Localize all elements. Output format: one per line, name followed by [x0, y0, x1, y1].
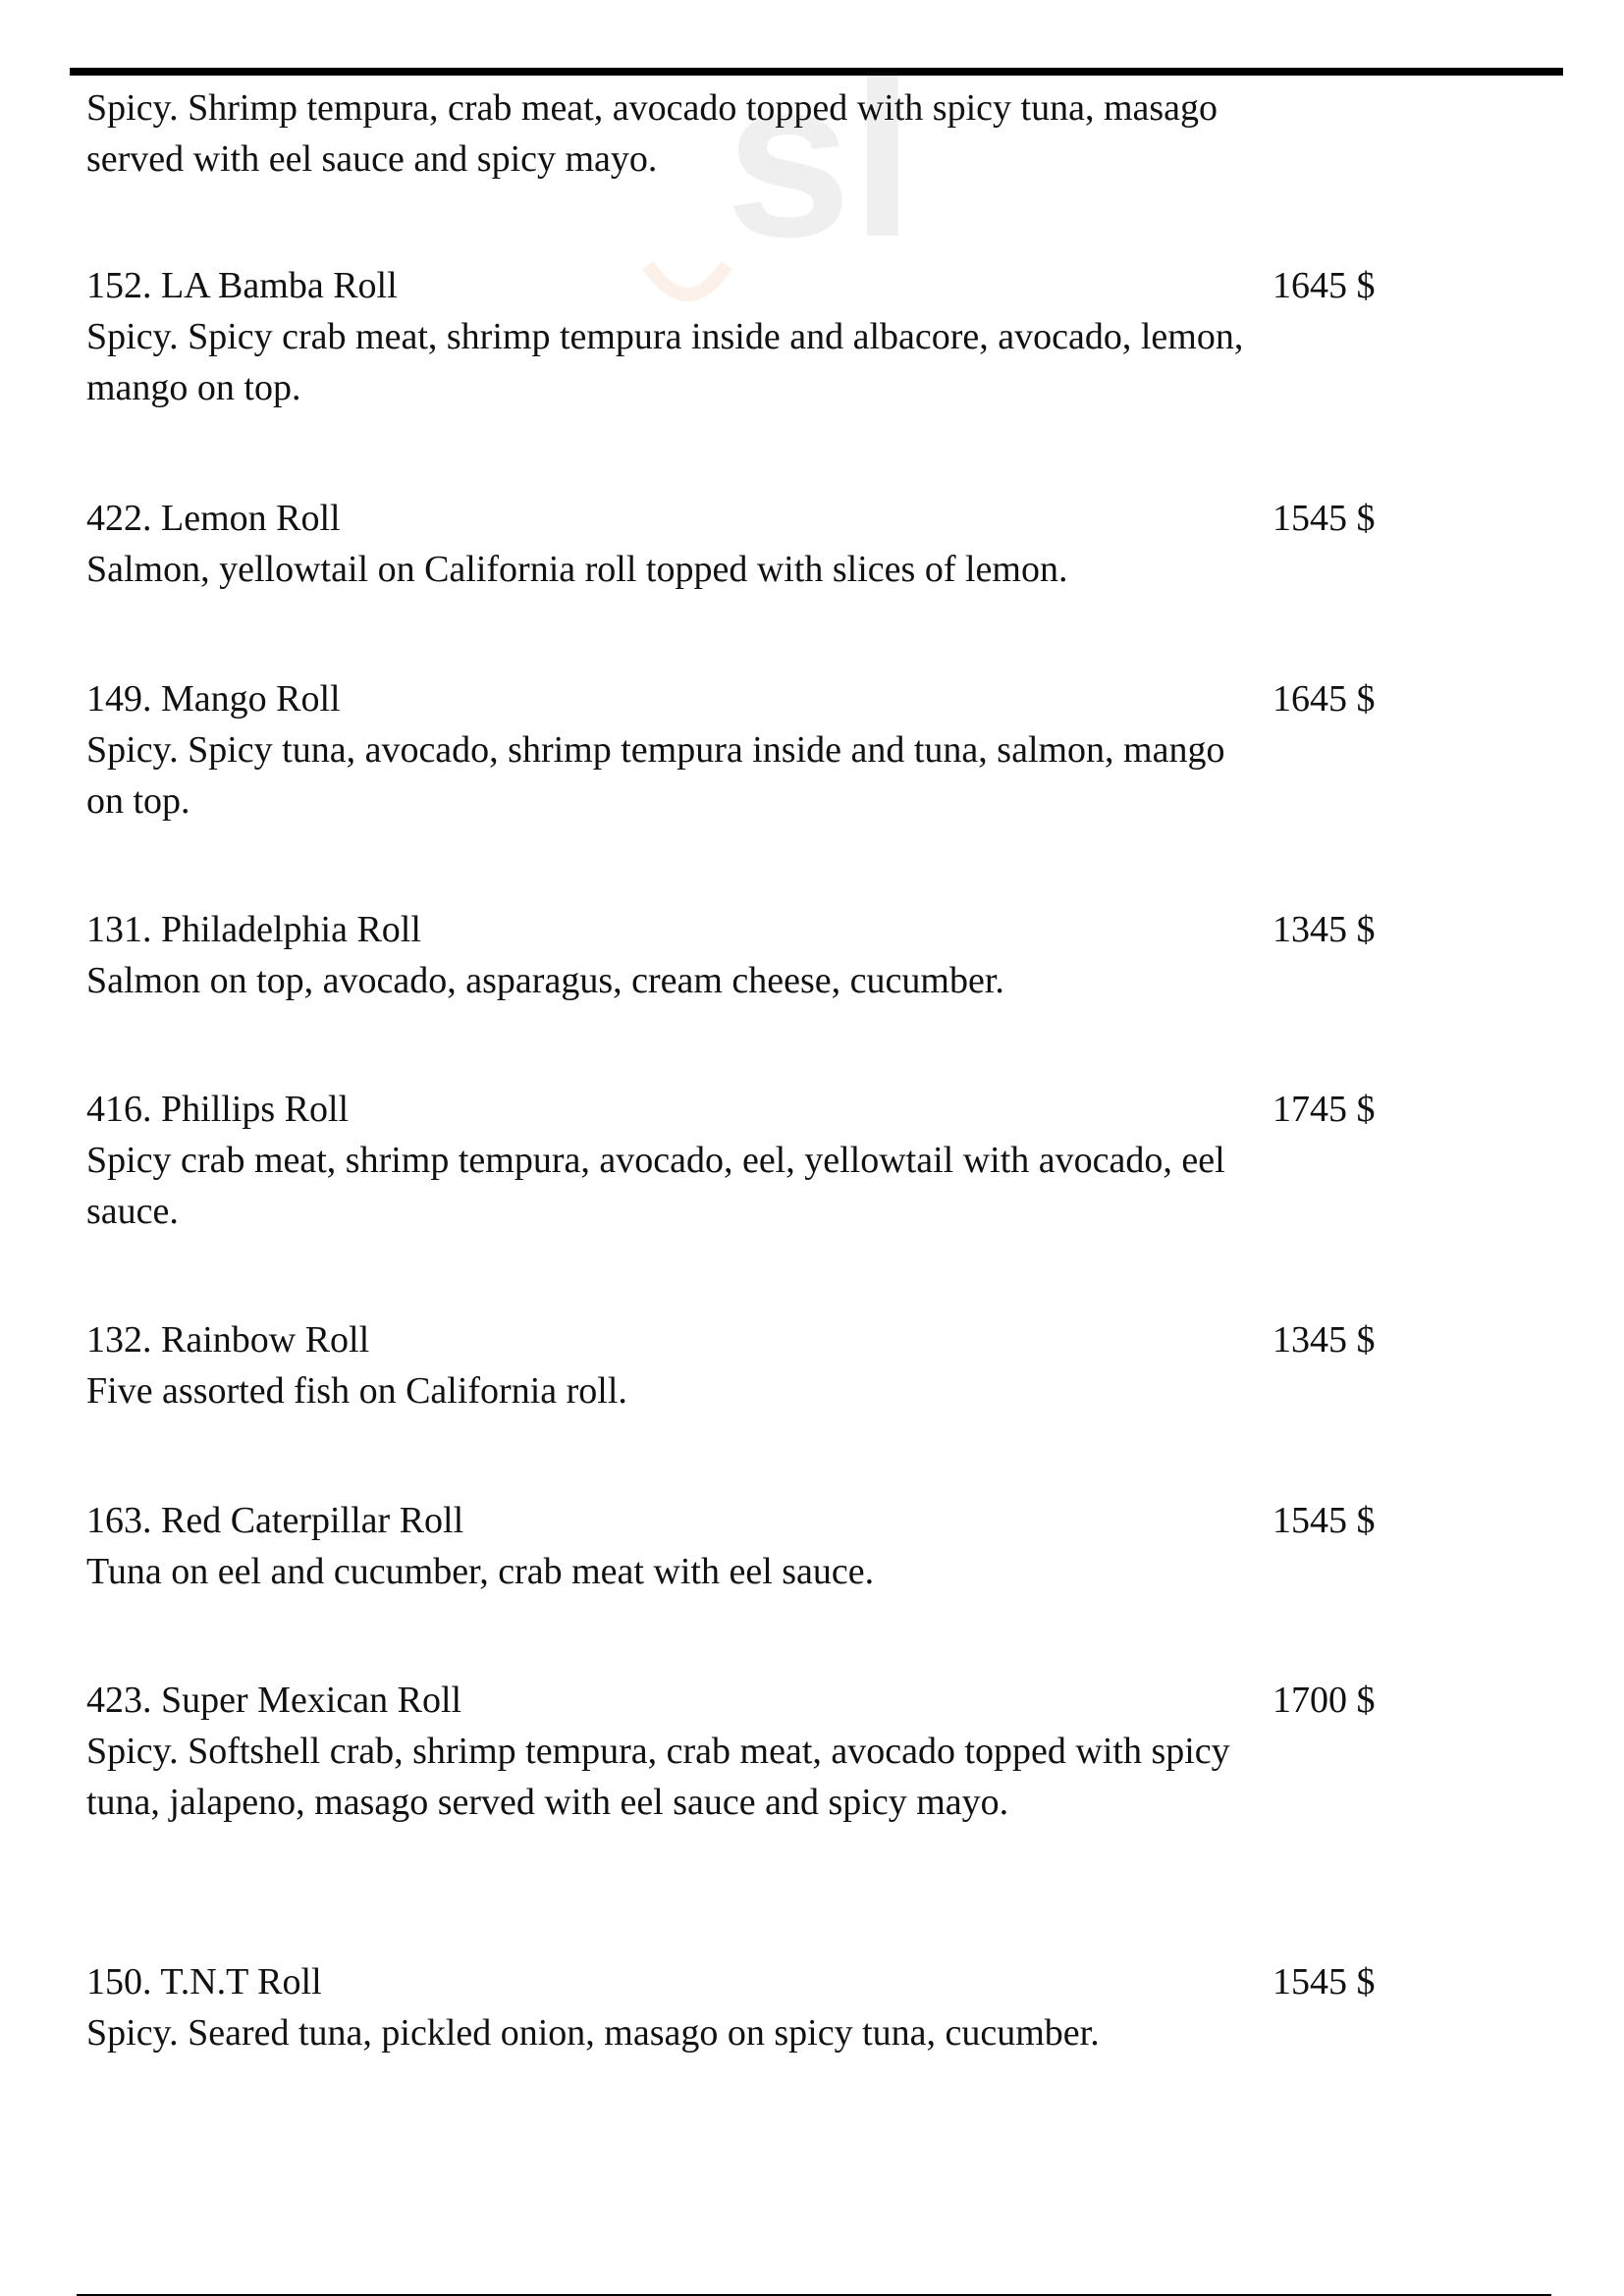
menu-item [86, 260, 1500, 413]
item-description: Spicy crab meat, shrimp tempura, avocado, eel, yellowtail with avocado, eel sauce. [86, 1140, 1225, 1232]
item-price: 1645 $ [1272, 678, 1376, 720]
menu-item [86, 1314, 1500, 1416]
item-title: 163. Red Caterpillar Roll [86, 1500, 464, 1541]
item-title: 423. Super Mexican Roll [86, 1680, 462, 1721]
item-description: Tuna on eel and cucumber, crab meat with eel sauce. [86, 1551, 875, 1592]
menu-item [86, 673, 1500, 827]
item-price: 1745 $ [1272, 1089, 1376, 1130]
item-description: Spicy. Shrimp tempura, crab meat, avocado topped with spicy tuna, masago served with eel sauce and spicy mayo. [86, 87, 1218, 180]
item-title: 422. Lemon Roll [86, 498, 341, 539]
menu-item [86, 904, 1500, 1006]
item-description: Salmon, yellowtail on California roll topped with slices of lemon. [86, 549, 1068, 590]
svg-text:sl: sl [726, 31, 914, 284]
menu-item [86, 1675, 1500, 1828]
item-price: 1345 $ [1272, 909, 1376, 950]
item-price: 1545 $ [1272, 1500, 1376, 1541]
item-title: 152. LA Bamba Roll [86, 265, 398, 306]
item-description: Salmon on top, avocado, asparagus, cream cheese, cucumber. [86, 960, 1004, 1001]
menu-item [86, 1084, 1500, 1237]
item-description: Spicy. Softshell crab, shrimp tempura, crab meat, avocado topped with spicy tuna, jalapeno, masago served with eel sauce and spicy mayo. [86, 1731, 1230, 1823]
item-title: 150. T.N.T Roll [86, 1961, 322, 2002]
item-price: 1545 $ [1272, 1961, 1376, 2002]
item-description: Spicy. Seared tuna, pickled onion, masago on spicy tuna, cucumber. [86, 2012, 1100, 2054]
item-title: 416. Phillips Roll [86, 1089, 350, 1130]
item-title: 132. Rainbow Roll [86, 1319, 370, 1361]
item-description: Spicy. Spicy tuna, avocado, shrimp tempura inside and tuna, salmon, mango on top. [86, 729, 1225, 822]
item-description: Five assorted fish on California roll. [86, 1370, 627, 1412]
continued-item [86, 82, 1500, 185]
item-price: 1645 $ [1272, 265, 1376, 306]
item-description: Spicy. Spicy crab meat, shrimp tempura inside and albacore, avocado, lemon, mango on top. [86, 316, 1244, 408]
item-price: 1345 $ [1272, 1319, 1376, 1361]
item-price: 1545 $ [1272, 498, 1376, 539]
item-price: 1700 $ [1272, 1680, 1376, 1721]
item-title: 149. Mango Roll [86, 678, 341, 720]
menu-item [86, 1495, 1500, 1597]
menu-item [86, 493, 1500, 595]
item-title: 131. Philadelphia Roll [86, 909, 421, 950]
menu-item [86, 1956, 1500, 2058]
